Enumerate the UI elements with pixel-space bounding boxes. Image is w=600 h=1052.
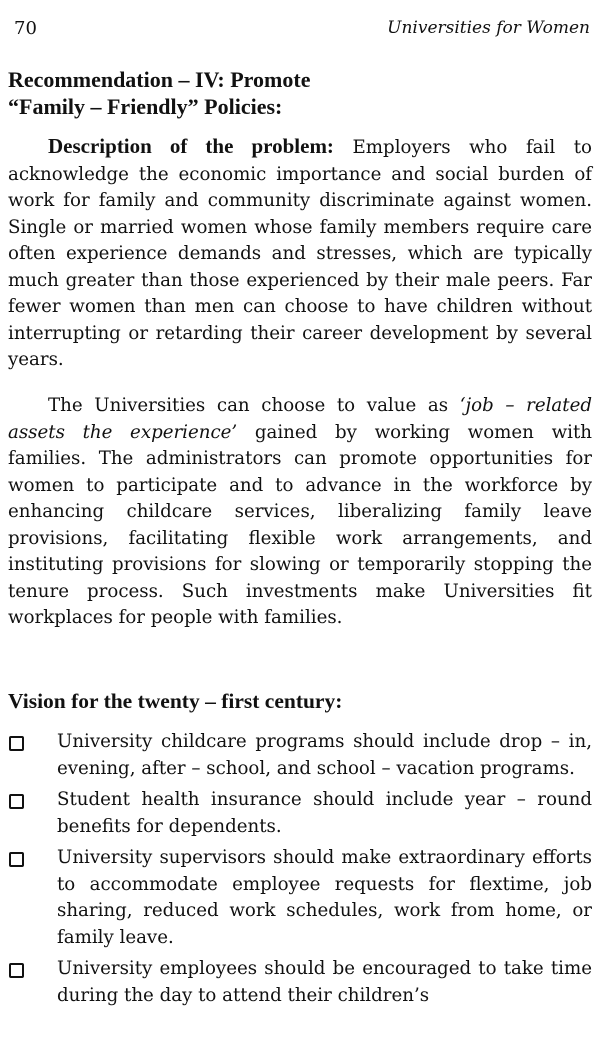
list-item-text: University childcare programs should include drop – in, evening, after – school, and school – vacation programs. bbox=[57, 731, 592, 779]
universities-text-after: gained by working women with families. The administrators can promote opportunities for women to participate and to advance in the workforce by enhancing childcare services, liberalizing family leave provisions, facilitating flexible work arrangements, and instituting provisions for slowing or temporarily stopping the tenure process. Such investments make Universities fit workplaces for people with families. bbox=[8, 421, 592, 628]
running-title: Universities for Women bbox=[387, 18, 590, 38]
problem-text: Employers who fail to acknowledge the economic importance and social burden of work for family and community discriminate against women. Single or married women whose family members require care often experience demands and stresses, which are typically much greater than those experienced by their male peers. Far fewer women than men can choose to have children without interrupting or retarding their career development by several years. bbox=[8, 137, 592, 370]
list-item bbox=[8, 845, 592, 951]
section-heading bbox=[8, 66, 592, 120]
problem-paragraph bbox=[8, 133, 592, 374]
vision-heading: Vision for the twenty – first century: bbox=[8, 689, 343, 713]
checkbox-bullet-icon bbox=[9, 736, 24, 751]
section-heading-line-1: Recommendation – IV: Promote bbox=[8, 67, 311, 92]
universities-text-before: The Universities can choose to value as bbox=[48, 395, 460, 416]
list-item-text: University employees should be encouraged to take time during the day to attend their children’s bbox=[57, 958, 592, 1006]
problem-lead: Description of the problem: bbox=[48, 134, 334, 158]
universities-paragraph bbox=[8, 393, 592, 632]
list-item bbox=[8, 787, 592, 840]
list-item bbox=[8, 729, 592, 782]
checkbox-bullet-icon bbox=[9, 963, 24, 978]
checkbox-bullet-icon bbox=[9, 852, 24, 867]
vision-list bbox=[8, 729, 592, 1014]
list-item bbox=[8, 956, 592, 1009]
list-item-text: University supervisors should make extraordinary efforts to accommodate employee requests for flextime, job sharing, reduced work schedules, work from home, or family leave. bbox=[57, 847, 592, 948]
checkbox-bullet-icon bbox=[9, 794, 24, 809]
page-header bbox=[8, 18, 592, 42]
section-heading-line-2: “Family – Friendly” Policies: bbox=[8, 94, 283, 119]
universities-italic-phrase: ‘job – related assets the experience’ bbox=[8, 395, 592, 443]
list-item-text: Student health insurance should include year – round benefits for dependents. bbox=[57, 789, 592, 837]
page-number: 70 bbox=[14, 18, 37, 39]
